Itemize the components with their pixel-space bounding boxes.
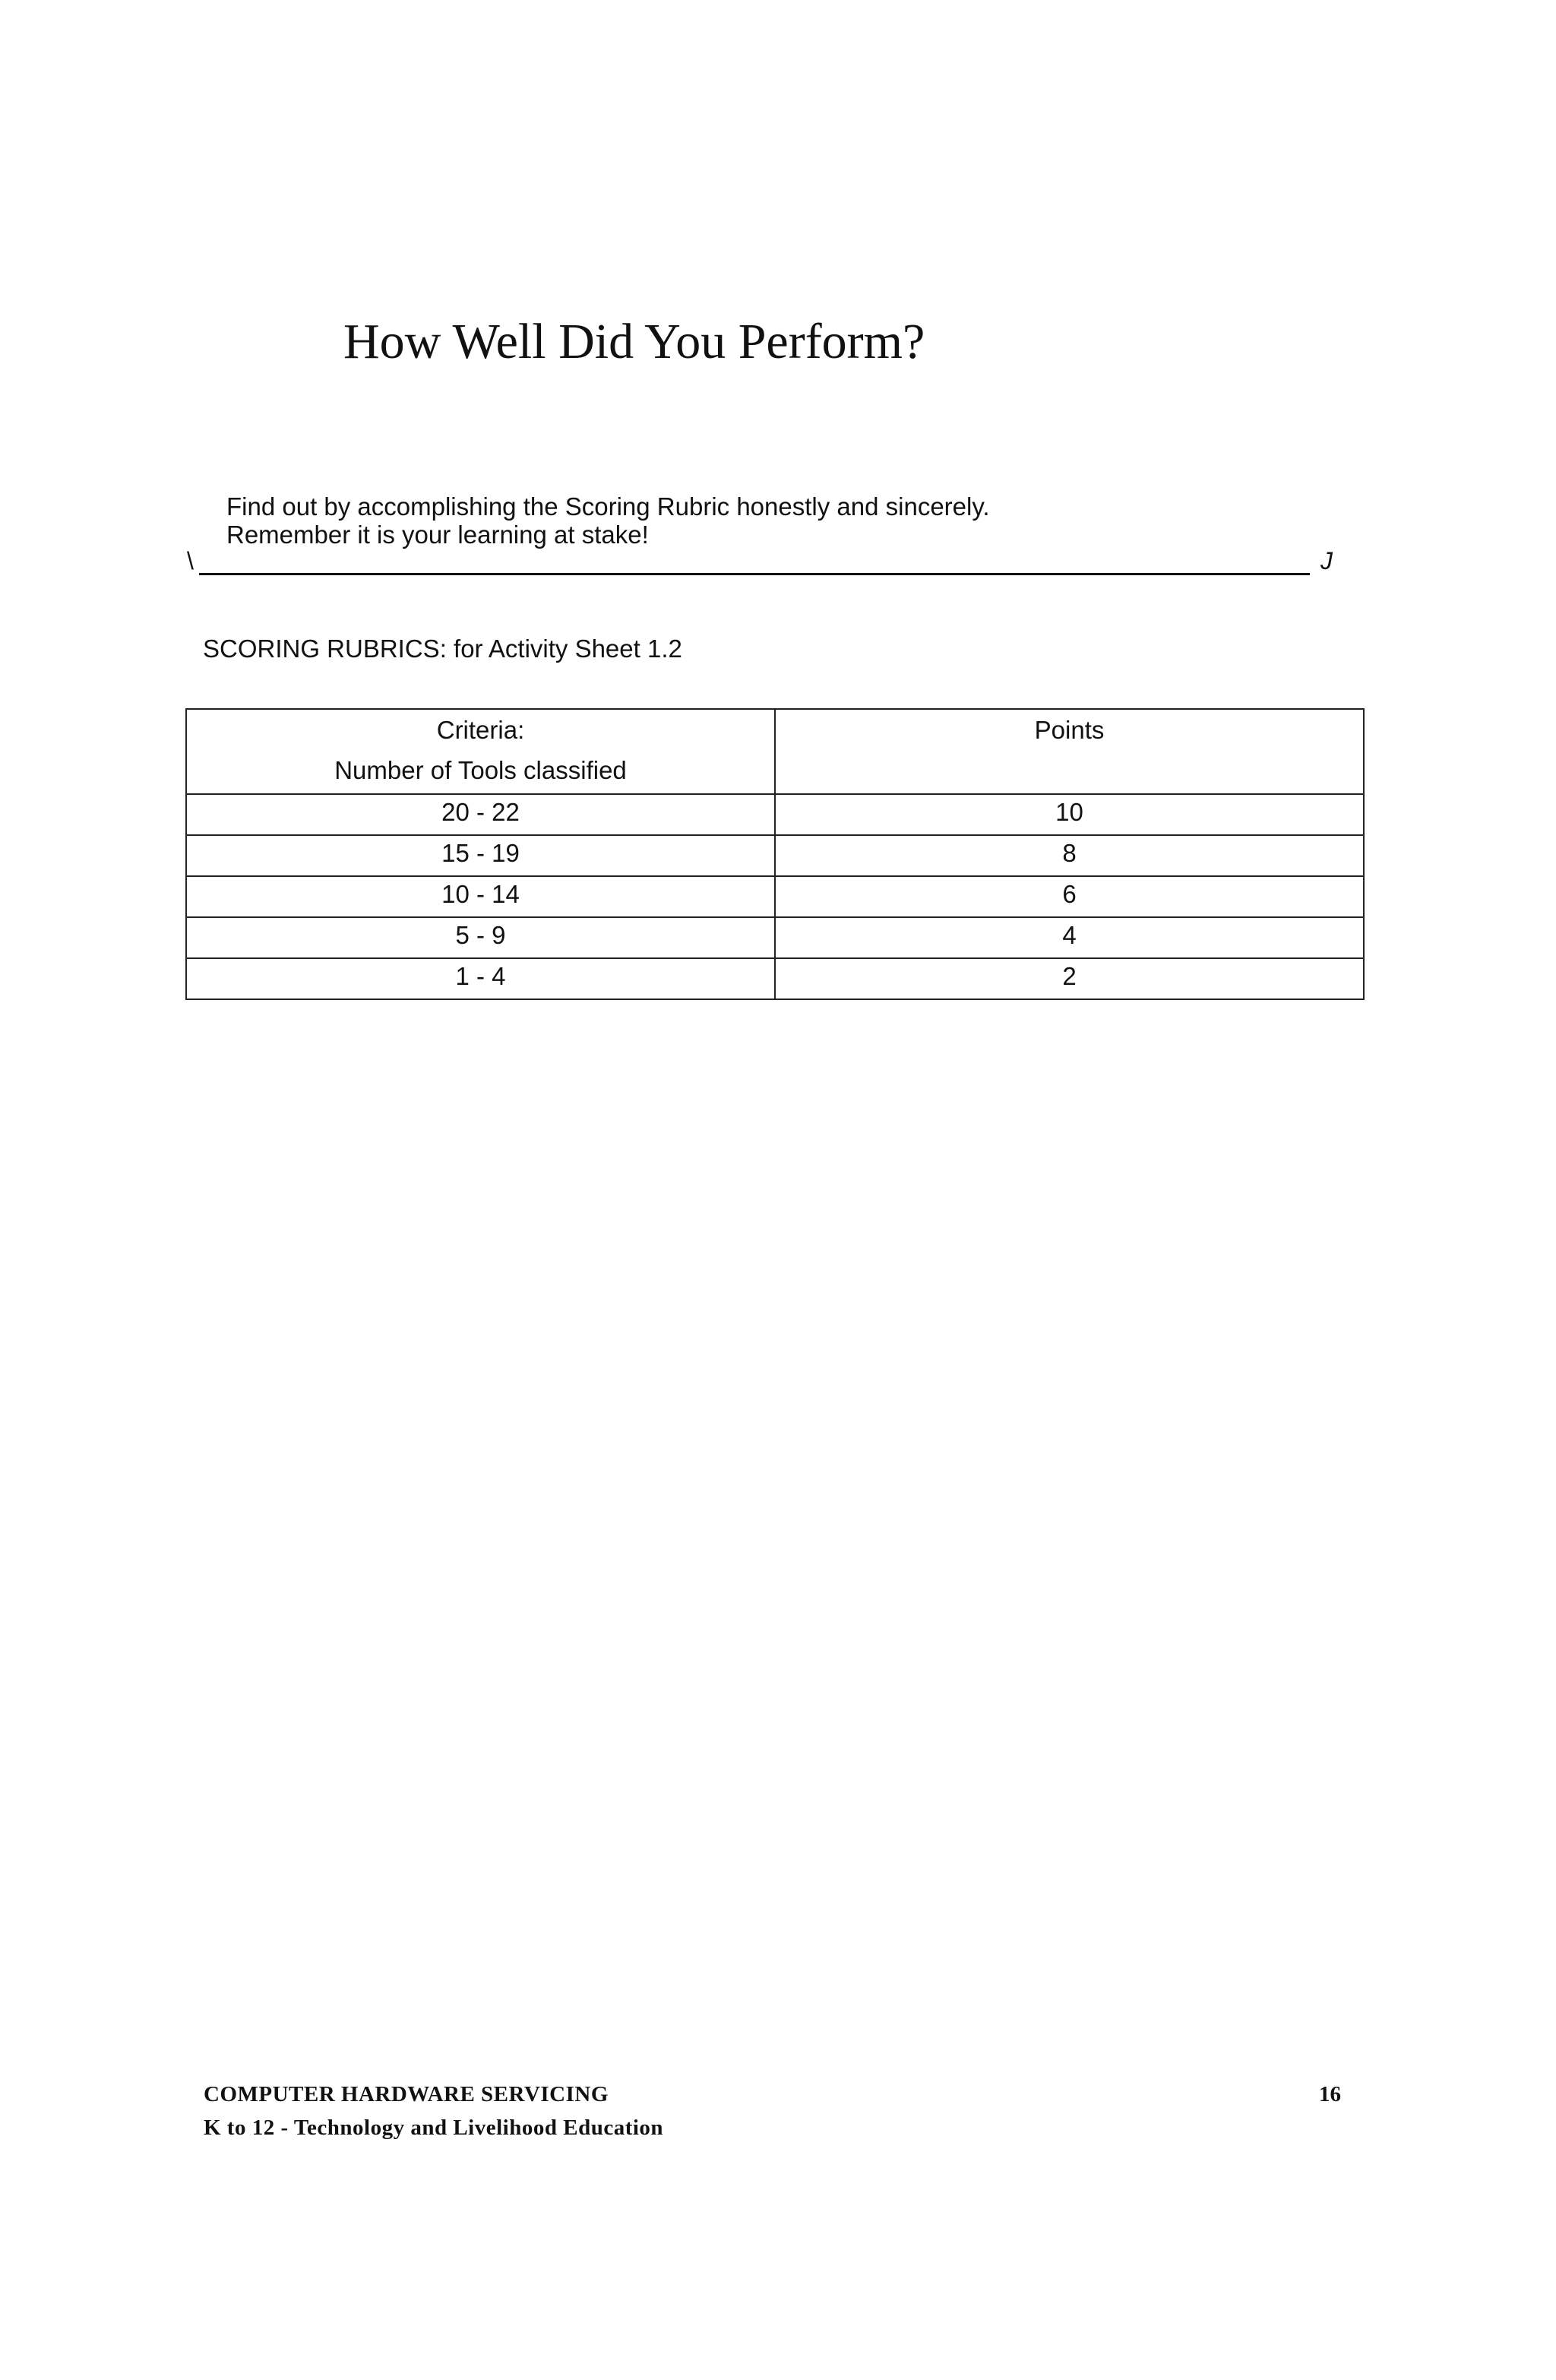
rubric-heading: SCORING RUBRICS: for Activity Sheet 1.2 (203, 635, 682, 663)
table-row (186, 876, 1364, 917)
range-cell: 1 - 4 (186, 958, 775, 999)
range-cell: 5 - 9 (186, 917, 775, 958)
bracket-left-mark: \ (187, 547, 194, 574)
points-cell: 8 (775, 835, 1364, 876)
footer-subject: COMPUTER HARDWARE SERVICING (204, 2082, 609, 2106)
points-cell: 4 (775, 917, 1364, 958)
criteria-description: Number of Tools classified (334, 756, 627, 784)
scoring-rubric-table (185, 708, 1365, 1000)
page-title: How Well Did You Perform? (343, 314, 925, 369)
intro-instruction: Find out by accomplishing the Scoring Rubric honestly and sincerely. (226, 492, 990, 521)
intro-divider (199, 573, 1310, 575)
points-cell: 6 (775, 876, 1364, 917)
table-row (186, 794, 1364, 835)
footer-program: K to 12 - Technology and Livelihood Education (204, 2116, 664, 2140)
points-cell: 10 (775, 794, 1364, 835)
points-column-header (775, 709, 1364, 794)
range-cell: 10 - 14 (186, 876, 775, 917)
criteria-column-header (186, 709, 775, 794)
page-number: 16 (1319, 2082, 1341, 2106)
table-row (186, 958, 1364, 999)
range-cell: 15 - 19 (186, 835, 775, 876)
points-cell: 2 (775, 958, 1364, 999)
table-header-row (186, 709, 1364, 794)
criteria-label: Criteria: (436, 716, 525, 744)
points-label: Points (1034, 716, 1105, 744)
table-row (186, 917, 1364, 958)
table-row (186, 835, 1364, 876)
intro-reminder: Remember it is your learning at stake! (226, 521, 649, 549)
range-cell: 20 - 22 (186, 794, 775, 835)
page-footer (204, 2078, 663, 2144)
bracket-right-mark: J (1320, 547, 1333, 574)
